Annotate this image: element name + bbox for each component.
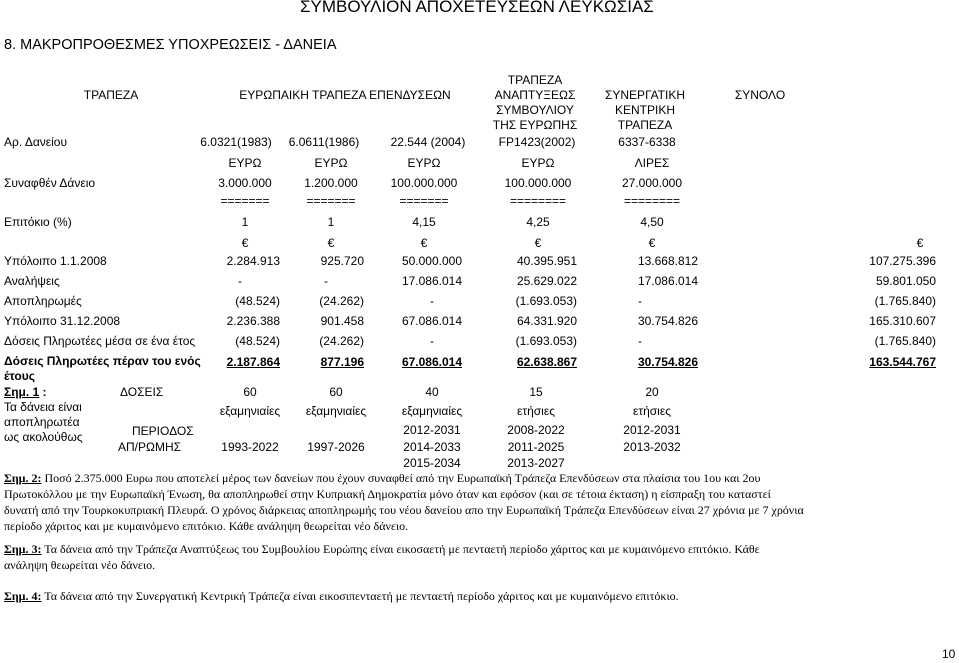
euro-symbol: €	[241, 236, 249, 250]
installment-frequency: ετήσιες	[517, 404, 555, 418]
row-label: Υπόλοιπο 1.1.2008	[4, 254, 107, 268]
note4-text: Τα δάνεια από την Συνεργατική Κεντρική Τράπεζα είναι εικοσιπενταετή με πενταετή περίοδο χάριτος και με κυμαινόμενο επιτόκιο.	[44, 589, 679, 603]
amount-cell-total: 67.086.014	[401, 355, 462, 369]
contracted-cell: 100.000.000	[390, 176, 458, 190]
amount-cell: 59.801.050	[875, 274, 936, 288]
amount-cell: 2.236.388	[226, 314, 280, 328]
period-label: ΠΕΡΙΟΔΟΣ	[132, 424, 194, 438]
repayment-period: 2011-2025	[507, 440, 565, 454]
loan-number-cell: 6.0611(1986)	[288, 135, 360, 149]
amount-cell: (1.693.053)	[515, 294, 577, 308]
note1-text-line: Τα δάνεια είναι	[4, 400, 82, 414]
amount-cell: (1.765.840)	[874, 294, 936, 308]
amount-cell: 925.720	[320, 254, 364, 268]
amount-cell-total: 877.196	[320, 355, 364, 369]
currency-cell: ΛΙΡΕΣ	[634, 156, 670, 170]
note2-text: Ποσό 2.375.000 Ευρω που αποτελεί μέρος των δανείων που έχουν συναφθεί από την Ευρωπαϊκή Τράπεζα Επενδύσεων στα πλαίσια του 1ου και 2ου Πρωτοκόλλου με την Ευρωπαϊκή Ένωση, θα αποπληρωθεί στην Κυπριακή Δημοκρατία μόνο όταν και εφόσον (και σε τέτοια έκταση) η είσπραξη του καταστεί δυνατή από την Τουρκοκυπριακή Πλευρά. Ο χρόνος διάρκειας αποπληρωμής του νέου δανείου απο την Ευρωπαϊκή Τράπεζα Επενδύσεων είναι 27 χρόνια με 7 χρόνια περίοδο χάριτος και με κυμαινόμενο επιτόκιο. Κάθε ανάληψη θεωρείται νέο δάνειο.	[4, 471, 804, 533]
period-label: ΑΠ/ΡΩΜΗΣ	[118, 440, 182, 454]
row-label: Αναλήψεις	[4, 274, 60, 288]
note3-heading: Σημ. 3:	[4, 542, 42, 556]
currency-cell: ΕΥΡΩ	[314, 156, 348, 170]
amount-cell: -	[638, 334, 642, 348]
page-number: 10	[942, 647, 956, 661]
euro-symbol: €	[327, 236, 335, 250]
interest-cell: 1	[327, 215, 335, 229]
amount-cell: 50.000.000	[401, 254, 462, 268]
amount-cell-total: 62.638.867	[516, 355, 577, 369]
coop-column-header	[590, 88, 700, 133]
amount-cell: (24.262)	[319, 294, 364, 308]
note3-text: Τα δάνεια από την Τράπεζα Αναπτύξεως του Συμβουλίου Ευρώπης είναι εικοσαετή με πενταετή περίοδο χάριτος και με κυμαινόμενο επιτόκιο. Κάθε ανάληψη θεωρείται νέο δάνειο.	[4, 542, 760, 572]
note2-paragraph	[4, 470, 804, 534]
amount-cell: 25.629.022	[516, 274, 577, 288]
euro-symbol: €	[916, 236, 924, 250]
amount-cell: 901.458	[320, 314, 364, 328]
amount-cell: -	[238, 274, 242, 288]
document-title: ΣΥΜΒΟΥΛΙΟΝ ΑΠΟΧΕΤΕΥΣΕΩΝ ΛΕΥΚΩΣΙΑΣ	[300, 0, 654, 16]
note1-text-line: ως ακολούθως	[4, 430, 83, 444]
contracted-loan-label: Συναφθέν Δάνειο	[4, 176, 96, 190]
note4-paragraph	[4, 588, 904, 604]
loan-number-label: Αρ. Δανείου	[4, 135, 68, 149]
contracted-cell: 27.000.000	[621, 176, 683, 190]
installment-count: 20	[645, 385, 659, 399]
ceb-header-line: ΑΝΑΠΤΥΞΕΩΣ	[494, 88, 576, 102]
amount-cell: 13.668.812	[637, 254, 698, 268]
repayment-period: 2012-2031	[403, 423, 461, 437]
installment-count: 40	[425, 385, 439, 399]
interest-cell: 4,15	[412, 215, 436, 229]
repayment-period: 2008-2022	[507, 423, 565, 437]
note2-heading: Σημ. 2:	[4, 471, 42, 485]
amount-cell: (24.262)	[319, 334, 364, 348]
euro-symbol: €	[648, 236, 656, 250]
currency-cell: ΕΥΡΩ	[407, 156, 441, 170]
row-label: Υπόλοιπο 31.12.2008	[4, 314, 121, 328]
contracted-cell: 3.000.000	[218, 176, 272, 190]
double-underline: ========	[623, 194, 681, 208]
note1-colon: :	[39, 385, 47, 399]
amount-cell: 2.284.913	[226, 254, 280, 268]
amount-cell: 17.086.014	[637, 274, 698, 288]
amount-cell: (1.765.840)	[874, 334, 936, 348]
coop-header-line: ΚΕΝΤΡΙΚΗ	[614, 103, 675, 117]
repayment-period: 1993-2022	[221, 440, 279, 454]
installment-count: 15	[529, 385, 543, 399]
after-year-label: Δόσεις Πληρωτέες πέραν του ενός	[4, 354, 201, 368]
amount-cell: 165.310.607	[869, 314, 936, 328]
ceb-header-line: ΤΡΑΠΕΖΑ	[507, 73, 563, 87]
interest-cell: 4,50	[640, 215, 664, 229]
installments-label: ΔΟΣΕΙΣ	[120, 385, 164, 399]
interest-cell: 4,25	[526, 215, 550, 229]
amount-cell: 17.086.014	[401, 274, 462, 288]
amount-cell-total: 2.187.864	[226, 355, 280, 369]
double-underline: =======	[399, 194, 449, 208]
coop-header-line: ΣΥΝΕΡΓΑΤΙΚΗ	[604, 88, 686, 102]
double-underline: =======	[306, 194, 356, 208]
amount-cell: (1.693.053)	[515, 334, 577, 348]
amount-cell: (48.524)	[235, 294, 280, 308]
installment-frequency: ετήσιες	[633, 404, 671, 418]
amount-cell-total: 163.544.767	[869, 355, 936, 369]
currency-cell: ΕΥΡΩ	[228, 156, 262, 170]
amount-cell-total: 30.754.826	[637, 355, 698, 369]
amount-cell: -	[324, 274, 328, 288]
currency-cell: ΕΥΡΩ	[521, 156, 555, 170]
bank-column-label: ΤΡΑΠΕΖΑ	[83, 88, 139, 102]
repayment-period: 1997-2026	[307, 440, 365, 454]
contracted-cell: 1.200.000	[304, 176, 358, 190]
note3-paragraph	[4, 541, 794, 573]
row-label: Δόσεις Πληρωτέες μέσα σε ένα έτος	[4, 334, 196, 348]
amount-cell: 67.086.014	[401, 314, 462, 328]
amount-cell: 40.395.951	[516, 254, 577, 268]
double-underline: =======	[220, 194, 270, 208]
repayment-period: 2013-2032	[623, 440, 681, 454]
note1-text-line: αποπληρωτέα	[4, 415, 80, 429]
double-underline: ========	[509, 194, 567, 208]
loan-number-cell: 6.0321(1983)	[200, 135, 272, 149]
interest-cell: 1	[241, 215, 249, 229]
amount-cell: 64.331.920	[516, 314, 577, 328]
amount-cell: -	[430, 334, 434, 348]
contracted-cell: 100.000.000	[504, 176, 572, 190]
repayment-period: 2015-2034	[403, 456, 461, 470]
note1-heading: Σημ. 1	[4, 385, 40, 399]
euro-symbol: €	[534, 236, 542, 250]
installment-frequency: εξαμηνιαίες	[219, 404, 281, 418]
amount-cell: -	[430, 294, 434, 308]
amount-cell: 107.275.396	[869, 254, 936, 268]
section-heading: 8. ΜΑΚΡΟΠΡΟΘΕΣΜΕΣ ΥΠΟΧΡΕΩΣΕΙΣ - ΔΑΝΕΙΑ	[4, 37, 337, 53]
amount-cell: -	[638, 294, 642, 308]
amount-cell: (48.524)	[235, 334, 280, 348]
installment-count: 60	[329, 385, 343, 399]
loan-number-cell: 22.544 (2004)	[390, 135, 466, 149]
note4-heading: Σημ. 4:	[4, 589, 42, 603]
installment-frequency: εξαμηνιαίες	[305, 404, 367, 418]
ceb-header-line: ΣΥΜΒΟΥΛΙΟΥ	[496, 103, 574, 117]
loan-number-cell: 6337-6338	[618, 135, 676, 149]
coop-header-line: ΤΡΑΠΕΖΑ	[617, 118, 673, 132]
repayment-period: 2014-2033	[403, 440, 461, 454]
note1-heading-wrap	[4, 385, 47, 399]
ceb-column-header	[475, 73, 595, 133]
total-column-header: ΣΥΝΟΛΟ	[734, 88, 786, 102]
after-year-label-cont: έτους	[4, 369, 35, 383]
amount-cell: 30.754.826	[637, 314, 698, 328]
eib-column-header: ΕΥΡΩΠΑΙΚΗ ΤΡΑΠΕΖΑ ΕΠΕΝΔΥΣΕΩΝ	[239, 88, 451, 102]
loan-number-cell: FP1423(2002)	[498, 135, 576, 149]
repayment-period: 2013-2027	[507, 456, 565, 470]
row-label: Αποπληρωμές	[4, 294, 82, 308]
repayment-period: 2012-2031	[623, 423, 681, 437]
installment-frequency: εξαμηνιαίες	[401, 404, 463, 418]
euro-symbol: €	[420, 236, 428, 250]
interest-label: Επιτόκιο (%)	[4, 215, 72, 229]
ceb-header-line: ΤΗΣ ΕΥΡΩΠΗΣ	[492, 118, 578, 132]
installment-count: 60	[243, 385, 257, 399]
